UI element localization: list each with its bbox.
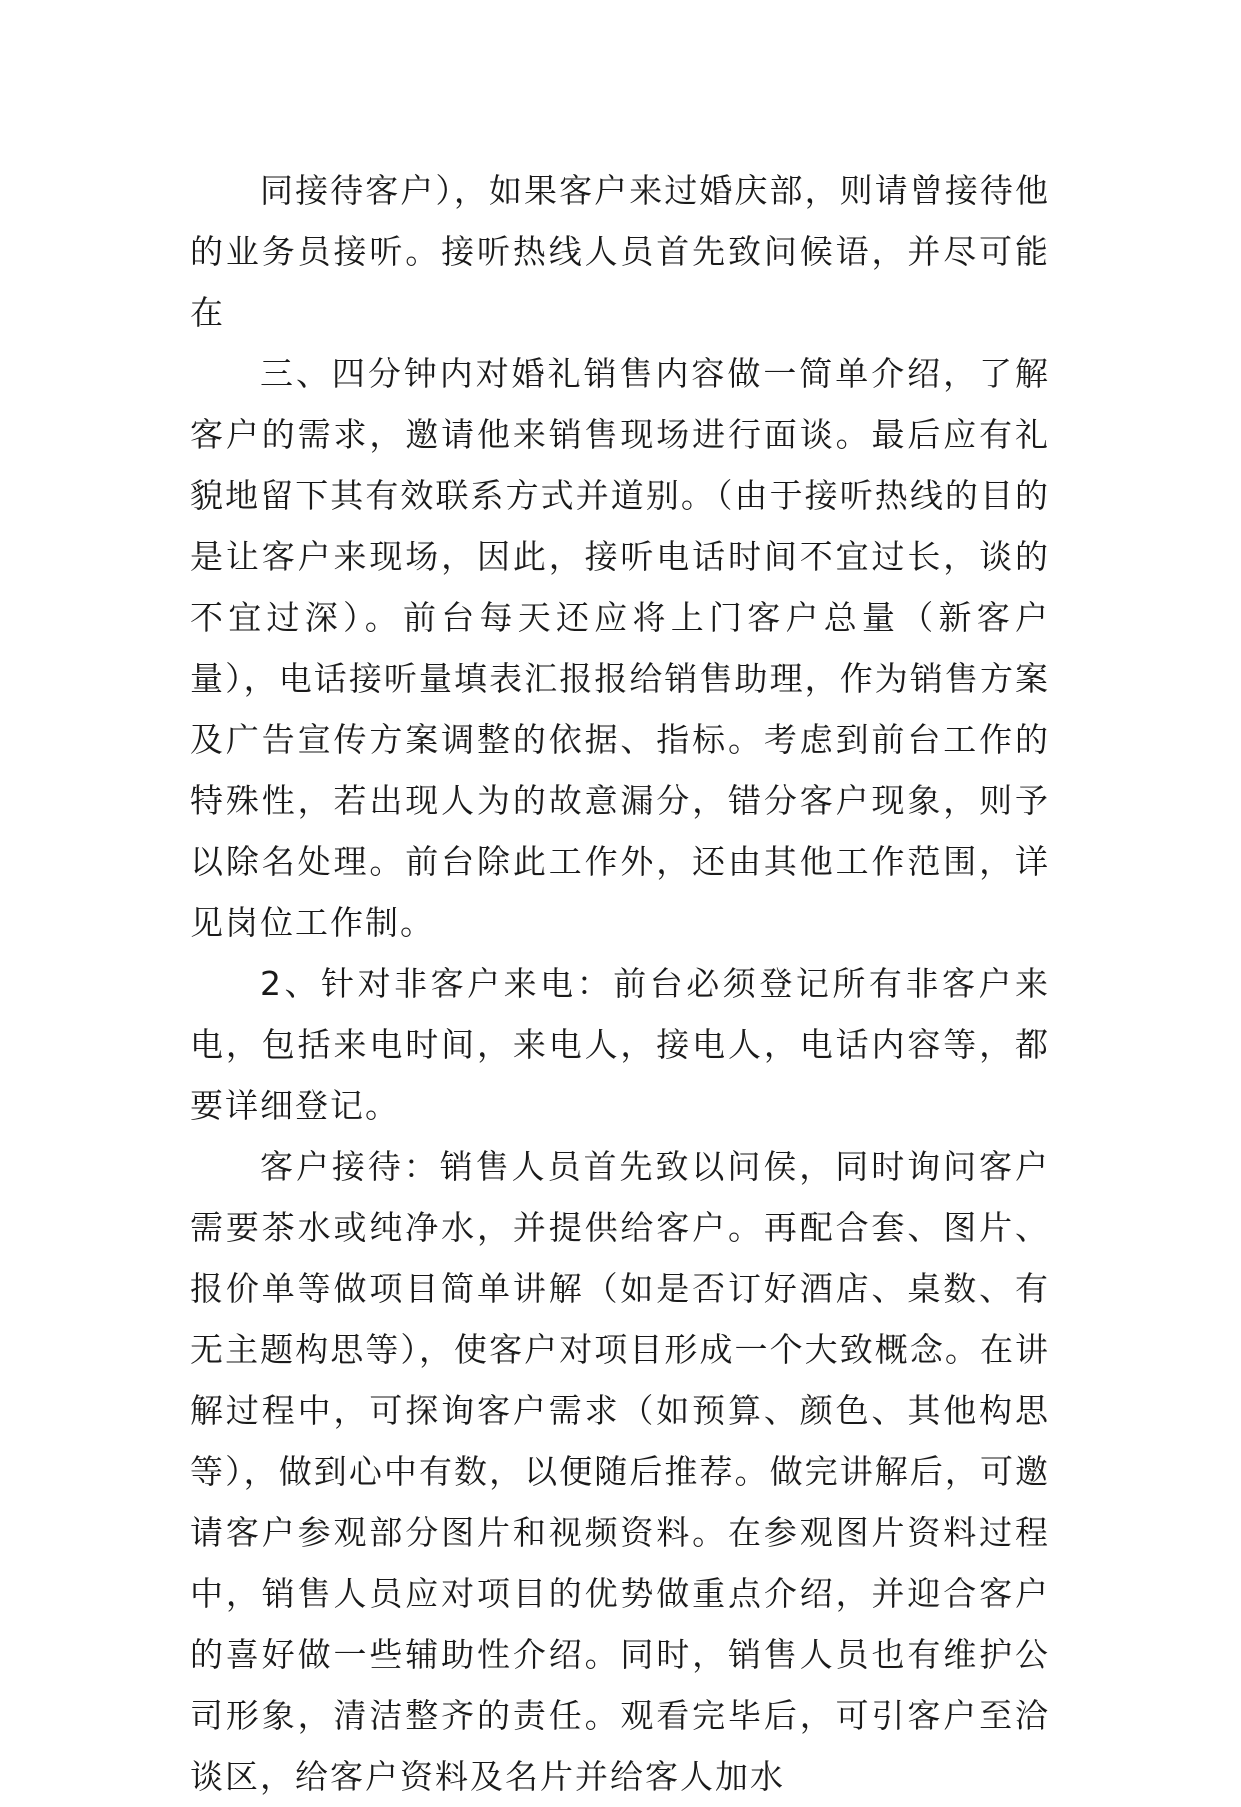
- body-text: [190, 160, 1050, 1807]
- paragraph-2: 三、四分钟内对婚礼销售内容做一简单介绍，了解客户的需求，邀请他来销售现场进行面谈。最后应有礼貌地留下其有效联系方式并道别。（由于接听热线的目的是让客户来现场，因此，接听电话时间不宜过长，谈的不宜过深）。前台每天还应将上门客户总量（新客户量），电话接听量填表汇报报给销售助理，作为销售方案及广告宣传方案调整的依据、指标。考虑到前台工作的特殊性，若出现人为的故意漏分，错分客户现象，则予以除名处理。前台除此工作外，还由其他工作范围，详见岗位工作制。: [190, 354, 1050, 942]
- paragraph-3: 2、针对非客户来电：前台必须登记所有非客户来电，包括来电时间，来电人，接电人，电话内容等，都要详细登记。: [190, 964, 1050, 1125]
- paragraph-4: 客户接待：销售人员首先致以问侯，同时询问客户需要茶水或纯净水，并提供给客户。再配合套、图片、报价单等做项目简单讲解（如是否订好酒店、桌数、有无主题构思等），使客户对项目形成一个大致概念。在讲解过程中，可探询客户需求（如预算、颜色、其他构思等），做到心中有数，以便随后推荐。做完讲解后，可邀请客户参观部分图片和视频资料。在参观图片资料过程中，销售人员应对项目的优势做重点介绍，并迎合客户的喜好做一些辅助性介绍。同时，销售人员也有维护公司形象，清洁整齐的责任。观看完毕后，可引客户至洽谈区，给客户资料及名片并给客人加水: [190, 1147, 1050, 1796]
- paragraph-1: 同接待客户），如果客户来过婚庆部，则请曾接待他的业务员接听。接听热线人员首先致问候语，并尽可能在: [190, 171, 1050, 332]
